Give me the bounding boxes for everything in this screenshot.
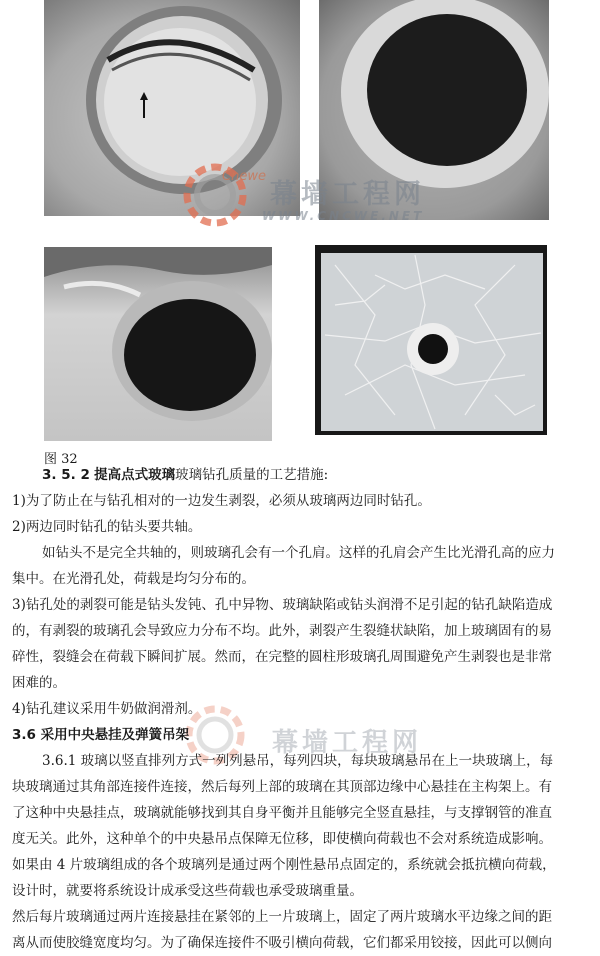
heading-bold: 提高点式玻璃 [94,467,176,483]
watermark-brand: 幕墙工程网 [270,179,425,210]
paragraph-line: 然后每片玻璃通过两片连接悬挂在紧邻的上一片玻璃上，固定了两片玻璃水平边缘之间的距 [12,909,552,925]
paragraph-line: 度无关。此外，这种单个的中央悬吊点保障无位移，即使横向荷载也不会对系统造成影响。 [12,831,552,847]
watermark-latin: Cnewe [222,169,266,184]
paragraph-line: 集中。在光滑孔处，荷载是均匀分布的。 [12,571,255,587]
section-heading-3-5-2 [12,462,592,488]
list-item-3-line: 3)钻孔处的剥裂可能是钻头发钝、孔中异物、玻璃缺陷或钻头润滑不足引起的钻孔缺陷造成 [12,597,553,613]
section-heading-3-6: 3.6 采用中央悬挂及弹簧吊架 [12,727,190,743]
heading-number: 3. 5. 2 [42,467,90,483]
list-item-1: 1)为了防止在与钻孔相对的一边发生剥裂，必须从玻璃两边同时钻孔。 [12,493,431,509]
photo-drill-hole-spalled [44,247,272,441]
list-item-4: 4)钻孔建议采用牛奶做润滑剂。 [12,701,202,717]
list-item-3-line: 困难的。 [12,675,66,691]
watermark-url: WWW.CNCWE.NET [262,209,425,223]
watermark-brand-lower: 幕墙工程网 [272,728,423,758]
list-item-3-line: 的，有剥裂的玻璃孔会导致应力分布不均。此外，剥裂产生裂缝状缺陷，加上玻璃固有的易 [12,623,552,639]
gear-logo-icon [170,150,266,240]
section-3-5-2 [12,462,592,956]
paragraph-line: 3.6.1 玻璃以竖直排列方式一列列悬吊，每列四块，每块玻璃悬吊在上一块玻璃上，每 [42,753,554,769]
paragraph-line: 如果由 4 片玻璃组成的各个玻璃列是通过两个刚性悬吊点固定的，系统就会抵抗横向荷载， [12,857,556,873]
paragraph-line: 离从而使胶缝宽度均匀。为了确保连接件不吸引横向荷载，它们都采用铰接，因此可以侧向 [12,935,552,951]
paragraph-line: 块玻璃通过其角部连接件连接，然后每列上部的玻璃在其顶部边缘中心悬挂在主构架上。有 [12,779,552,795]
paragraph-line: 设计时，就要将系统设计成承受这些荷载也承受玻璃重量。 [12,883,363,899]
figure-caption: 图 32 [44,452,78,467]
list-item-3-line: 碎性，裂缝会在荷载下瞬间扩展。然而，在完整的圆柱形玻璃孔周围避免产生剥裂也是非常 [12,649,552,665]
paragraph-line: 如钻头不是完全共轴的，则玻璃孔会有一个孔肩。这样的孔肩会产生比光滑孔高的应力 [42,545,555,561]
list-item-2: 2)两边同时钻孔的钻头要共轴。 [12,519,202,535]
paragraph-line: 了这种中央悬挂点，玻璃就能够找到其自身平衡并且能够完全竖直悬挂，与支撑钢管的准直 [12,805,552,821]
heading-rest: 玻璃钻孔质量的工艺措施: [175,467,329,483]
photo-shattered-glass [315,245,547,435]
